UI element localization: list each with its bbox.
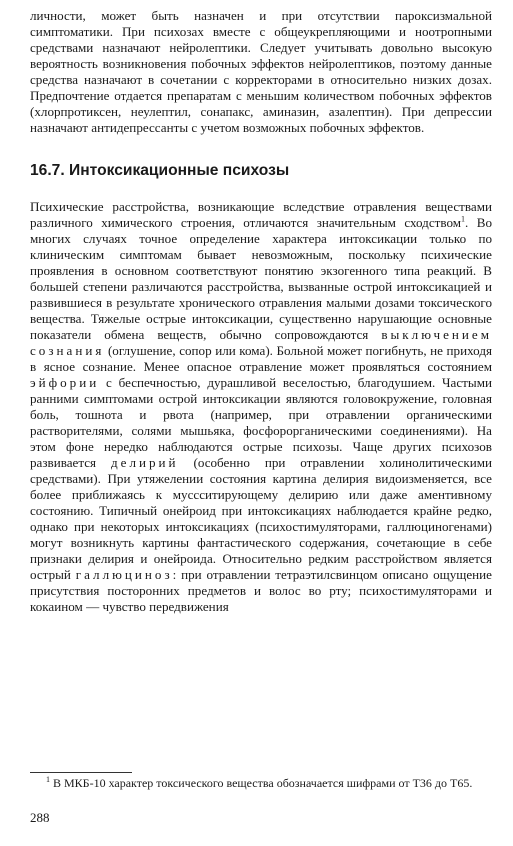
emphasis-term-3: делирий: [110, 455, 179, 470]
section-heading: 16.7. Интоксикационные психозы: [30, 162, 290, 179]
body-text-6: : при отравлении тетраэтилсвинцом описано ощущение присутствия посторонних предметов и волос во рту; психостимуляторами и кокаином — чувство передвижения: [30, 567, 492, 614]
body-text-3: (оглушение, сопор или кома). Больной может погибнуть, не приходя в ясное сознание. Менее опасное отравление может проявляться состоянием: [30, 343, 492, 374]
footnote-reference[interactable]: 1: [461, 214, 466, 224]
footnote-text: В МКБ-10 характер токсического вещества обозначается шифрами от T36 до T65.: [50, 776, 473, 790]
page-number: 288: [30, 810, 50, 825]
footnote-divider: [30, 772, 132, 773]
body-text-5: (особенно при отравлении холинолитическими средствами). При утяжелении состояния картина делирия видоизменяется, все более приближаясь к муссситирующему делирию или даже аментивному состоянию. Типичный онейроид при интоксикациях наблюдается крайне редко, однако при некоторых интоксикациях (психостимуляторами, галлюциногенами) могут возникнуть картины фантастического содержания, сочетающие в себе признаки делирия и онейроида. Относительно редким расстройством является острый: [30, 455, 493, 582]
emphasis-term-1: выключением сознания: [30, 327, 492, 358]
body-text-2: . Во многих случаях точное определение характера интоксикации только по клиническим симптомам бывает невозможным, поскольку психические проявления в основном соответствуют понятию экзогенного типа реакций. В большей степени различаются расстройства, вызванные острой интоксикацией и развившиеся в результате хронического отравления малыми дозами токсического вещества. Тяжелые острые интоксикации, существенно нарушающие основные показатели обмена веществ, обычно сопровождаются: [30, 215, 493, 342]
emphasis-term-2: эйфории: [30, 375, 100, 390]
emphasis-term-4: галлюциноз: [75, 567, 173, 582]
body-text-4: с беспечностью, дурашливой веселостью, благодушием. Частыми ранними симптомами острой интоксикации являются головокружение, головная боль, тошнота и рвота (например, при отравлении органическими растворителями, солями мышьяка, фосфорорганическими соединениями). На этом фоне нередко наблюдаются острые психозы. Чаще других психозов развивается: [30, 375, 492, 470]
footnote: [30, 776, 492, 791]
intro-paragraph: личности, может быть назначен и при отсутствии пароксизмальной симптоматики. При психозах вместе с общеукрепляющими и ноотропными средствами назначают нейролептики. Следует учитывать довольно высокую вероятность возникновения побочных эффектов нейролептиков, поэтому данные средства назначают в сочетании с корректорами в относительно низких дозах. Предпочтение отдается препаратам с меньшим количеством побочных эффектов (хлорпротиксен, неулептил, сонапакс, аминазин, азалептин). При депрессии назначают антидепрессанты с учетом возможных побочных эффектов.: [30, 8, 492, 135]
footnote-marker: 1: [46, 775, 50, 784]
body-paragraph: [30, 199, 492, 615]
body-text-1: Психические расстройства, возникающие вследствие отравления веществами различного химического строения, отличаются значительным сходством: [30, 199, 492, 230]
